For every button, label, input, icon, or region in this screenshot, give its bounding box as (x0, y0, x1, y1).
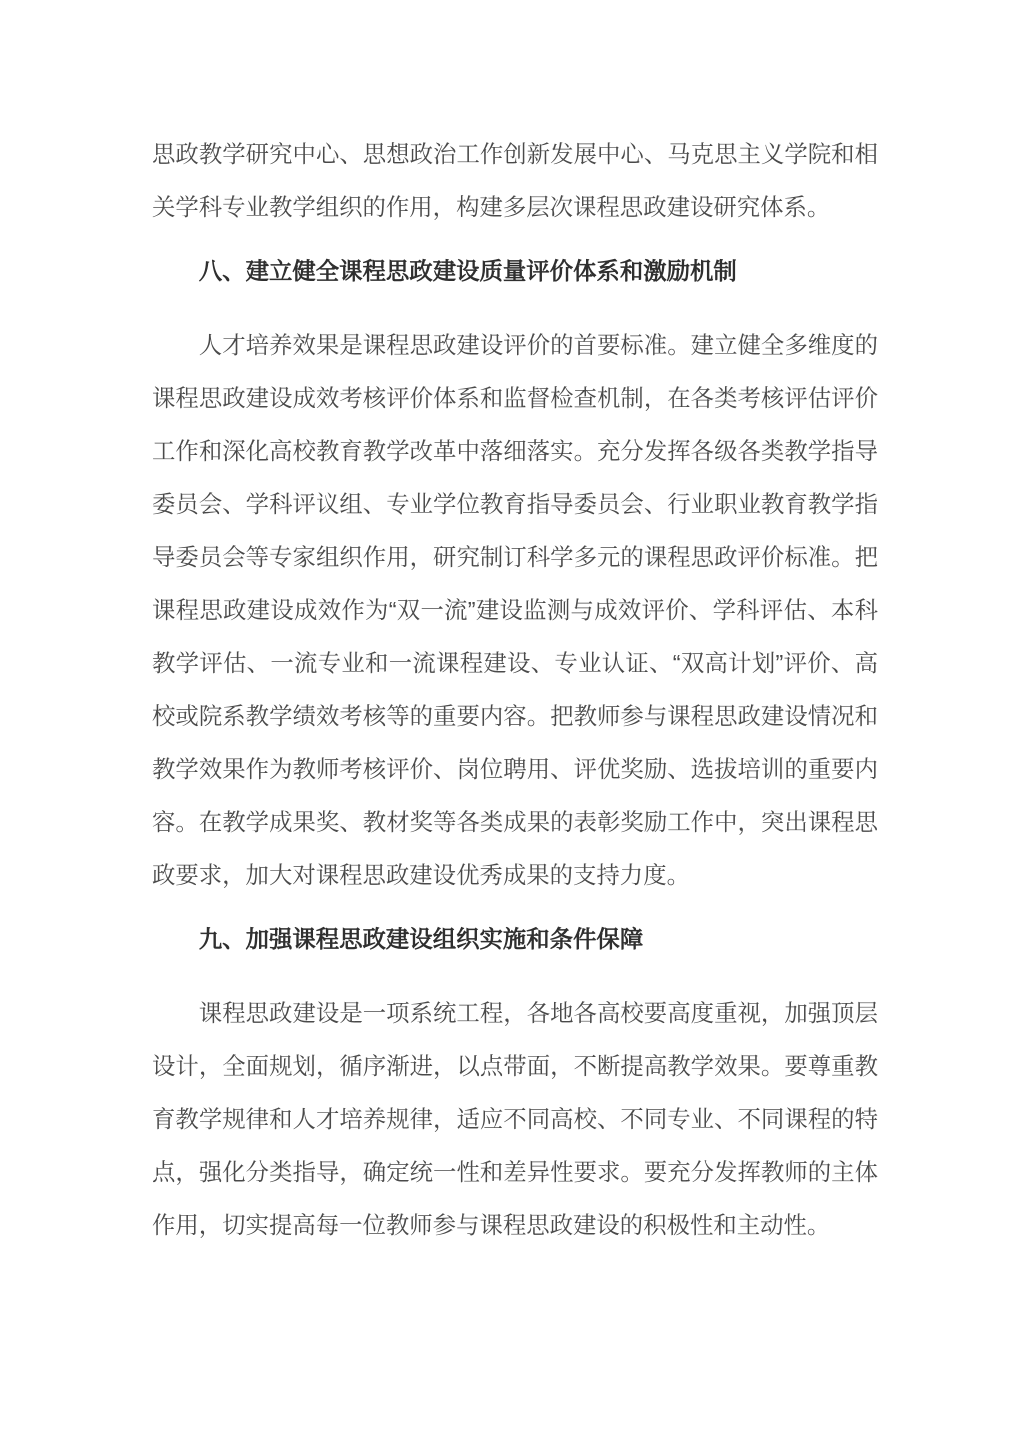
paragraph-continuation: 思政教学研究中心、思想政治工作创新发展中心、马克思主义学院和相关学科专业教学组织的作用，构建多层次课程思政建设研究体系。 (152, 141, 878, 220)
paragraph-section-8: 人才培养效果是课程思政建设评价的首要标准。建立健全多维度的课程思政建设成效考核评价体系和监督检查机制，在各类考核评估评价工作和深化高校教育教学改革中落细落实。充分发挥各级各类教学指导委员会、学科评议组、专业学位教育指导委员会、行业职业教育教学指导委员会等专家组织作用，研究制订科学多元的课程思政评价标准。把课程思政建设成效作为“双一流”建设监测与成效评价、学科评估、本科教学评估、一流专业和一流课程建设、专业认证、“双高计划”评价、高校或院系教学绩效考核等的重要内容。把教师参与课程思政建设情况和教学效果作为教师考核评价、岗位聘用、评优奖励、选拔培训的重要内容。在教学成果奖、教材奖等各类成果的表彰奖励工作中，突出课程思政要求，加大对课程思政建设优秀成果的支持力度。 (152, 332, 878, 888)
section-heading-9: 九、加强课程思政建设组织实施和条件保障 (198, 926, 644, 952)
section-heading-8: 八、建立健全课程思政建设质量评价体系和激励机制 (198, 258, 737, 284)
paragraph-section-9: 课程思政建设是一项系统工程，各地各高校要高度重视，加强顶层设计，全面规划，循序渐进，以点带面，不断提高教学效果。要尊重教育教学规律和人才培养规律，适应不同高校、不同专业、不同课程的特点，强化分类指导，确定统一性和差异性要求。要充分发挥教师的主体作用，切实提高每一位教师参与课程思政建设的积极性和主动性。 (152, 1000, 878, 1238)
